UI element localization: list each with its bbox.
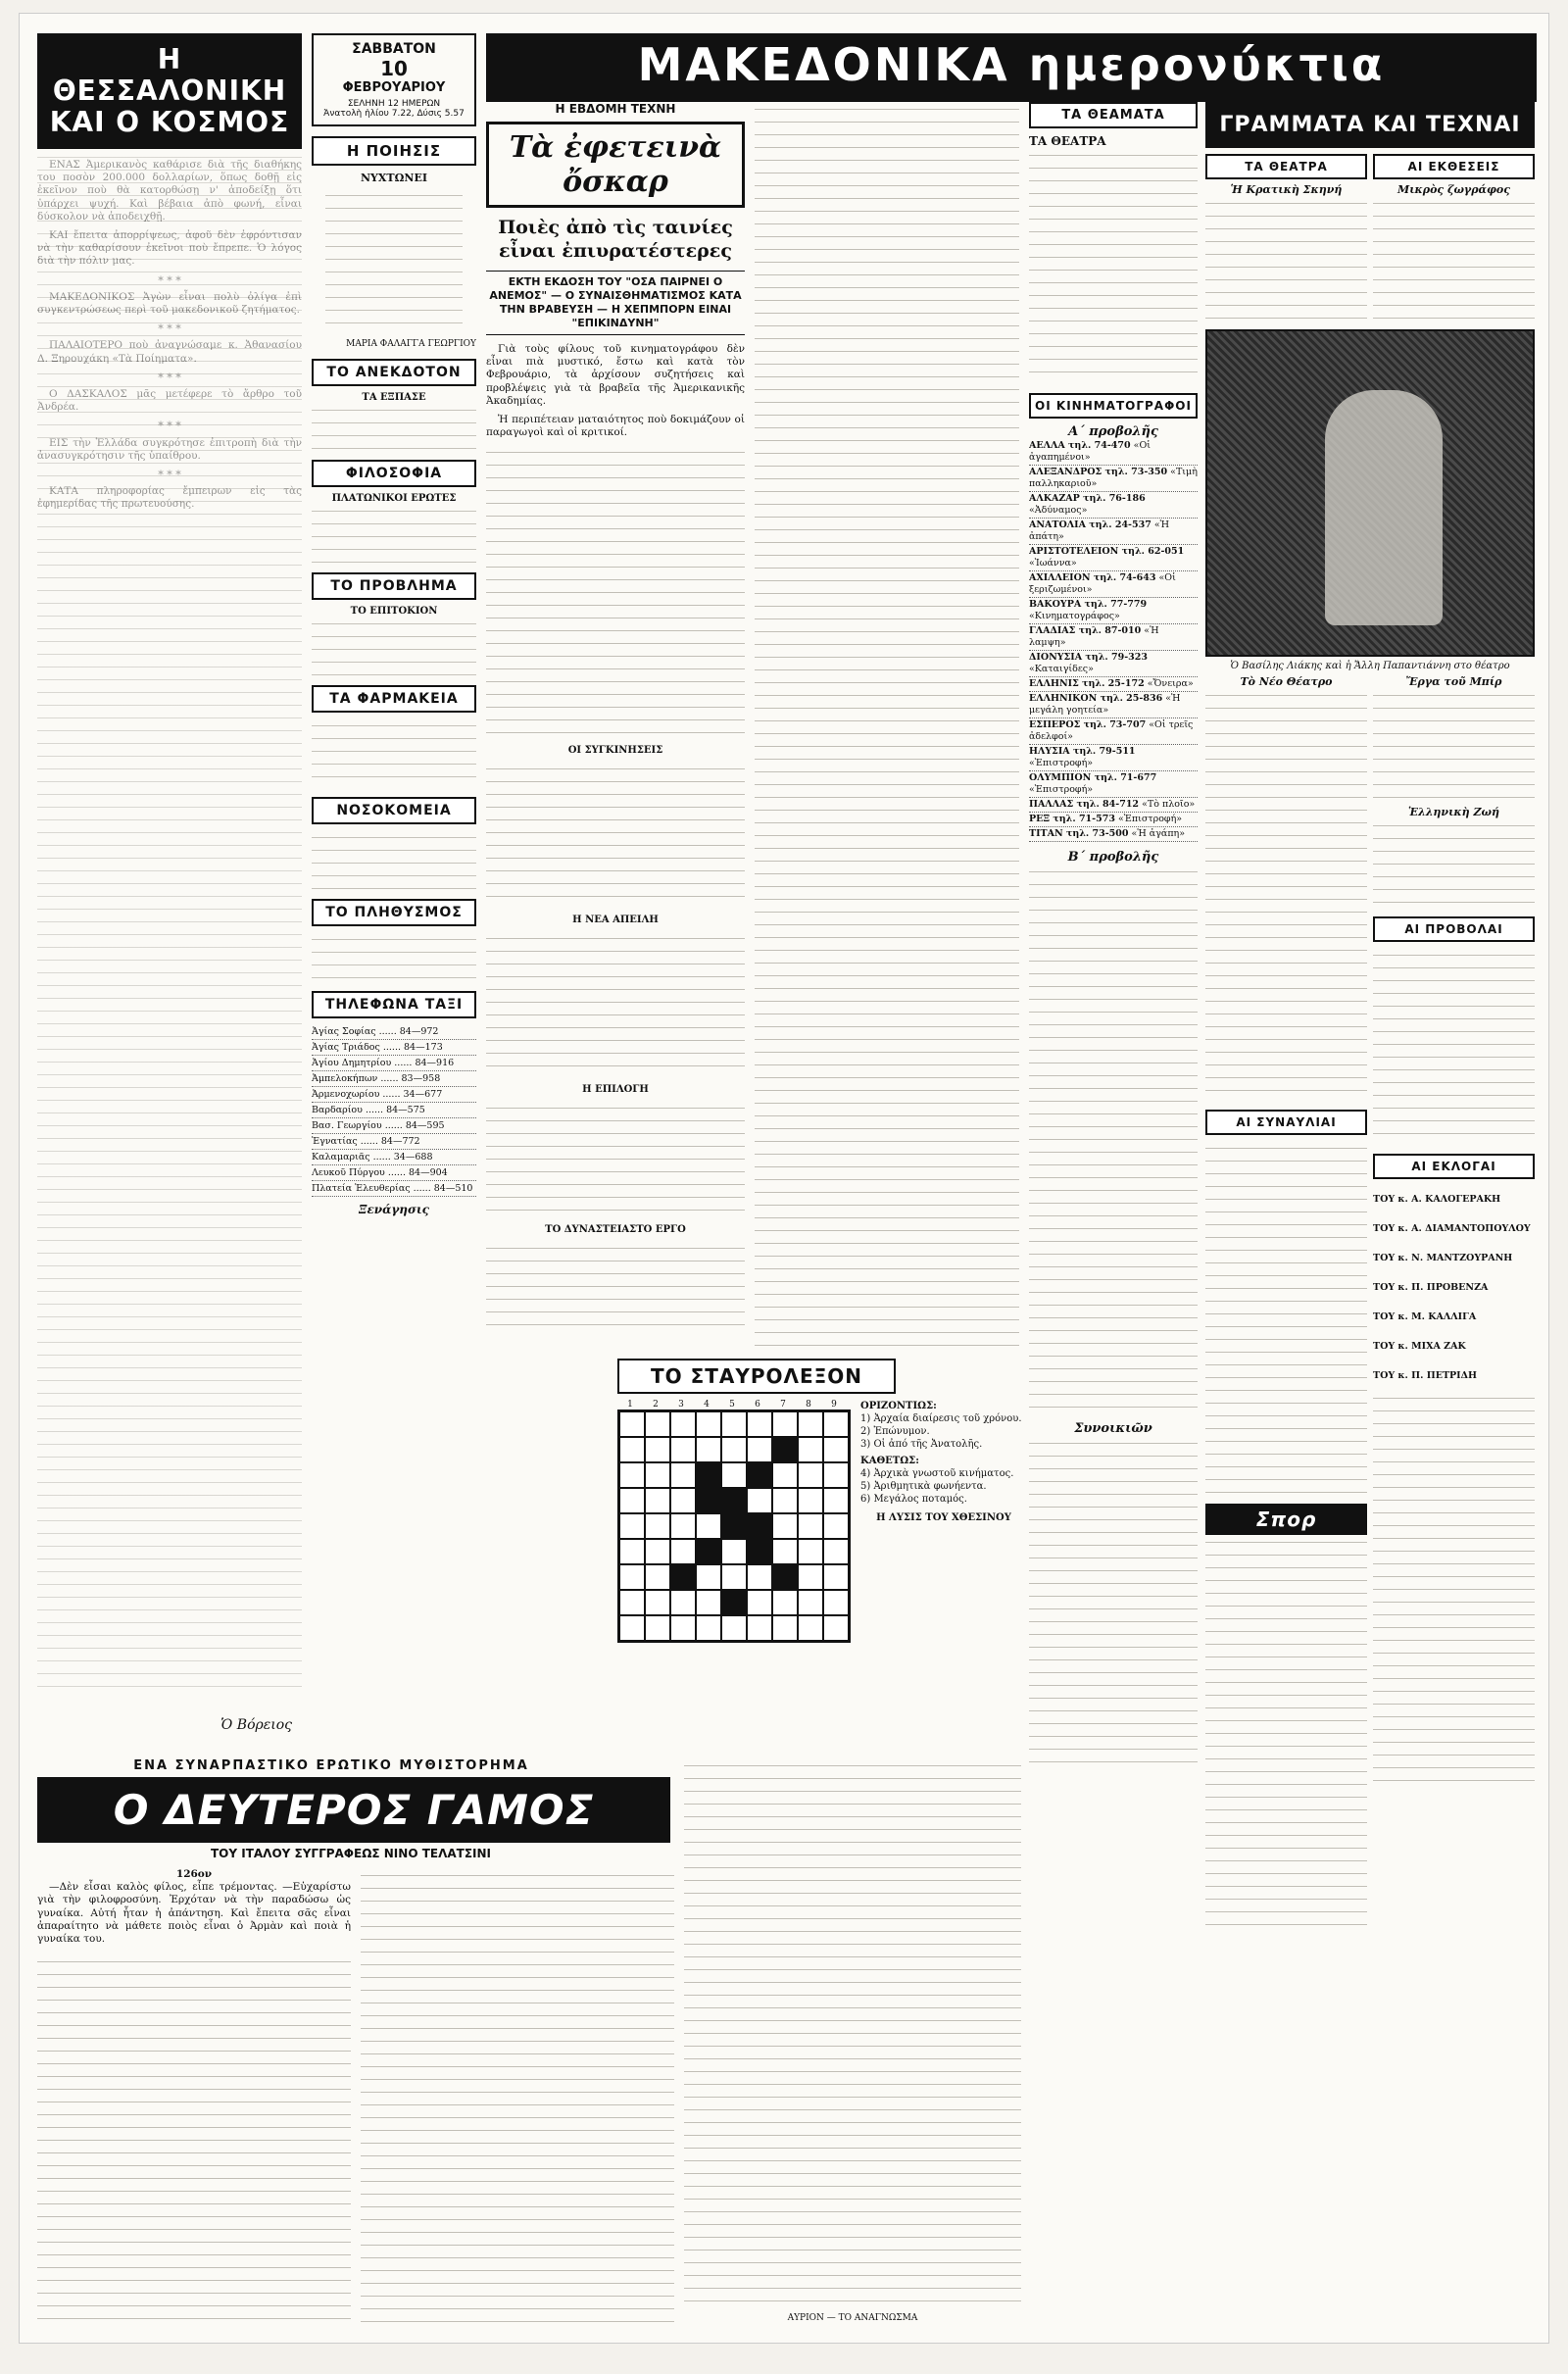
crossword-cell: [798, 1411, 823, 1437]
list-item: ΤΙΤΑΝ τηλ. 73-500 «Ἡ ἀγάπη»: [1029, 827, 1198, 842]
column-signature: Ὁ Βόρειος: [220, 1717, 292, 1733]
column-cinema-continued: [755, 102, 1019, 1347]
crossword-cell: [696, 1513, 721, 1539]
crossword-cell: [823, 1615, 849, 1641]
crossword-cell: [798, 1564, 823, 1590]
body-text-block: [1373, 688, 1535, 806]
crossword-block: [696, 1539, 721, 1564]
crossword-cell: [747, 1488, 772, 1513]
crossword-cell: [619, 1513, 645, 1539]
column-arts-letters: [1205, 102, 1535, 2327]
solution-title: Η ΛΥΣΙΣ ΤΟΥ ΧΘΕΣΙΝΟΥ: [876, 1512, 1011, 1523]
crossword-cell: [645, 1615, 670, 1641]
cinema-list: [1029, 439, 1198, 842]
meetings-header: ΑΙ ΣΥΝΑΥΛΙΑΙ: [1205, 1110, 1367, 1135]
crossword-cell: [798, 1437, 823, 1462]
list-item: Ἀρμενοχωρίου ...... 34—677: [312, 1087, 476, 1103]
crossword-cell: [696, 1411, 721, 1437]
body-text-block: [1205, 1535, 1367, 1927]
city-world-title: Η ΘΕΣΣΑΛΟΝΙΚΗ ΚΑΙ Ο ΚΟΣΜΟΣ: [37, 33, 302, 149]
taxi-list: [312, 1024, 476, 1197]
crossword-cell: [645, 1462, 670, 1488]
column-city-and-world: [37, 33, 302, 1749]
crossword-cell: [823, 1590, 849, 1615]
clue: 6) Μεγάλος ποταμός.: [860, 1494, 967, 1505]
list-item: ΒΑΚΟΥΡΑ τηλ. 77-779 «Κινηματογράφος»: [1029, 598, 1198, 624]
serial-text-col2: [361, 1868, 674, 2327]
crossword-cell: [772, 1488, 798, 1513]
list-item: ΤΟΥ κ. Ν. ΜΑΝΤΖΟΥΡΑΝΗ: [1373, 1253, 1513, 1263]
crossword-cell: [798, 1615, 823, 1641]
list-item: ΤΟΥ κ. Α. ΚΑΛΟΓΕΡΑΚΗ: [1373, 1194, 1501, 1205]
list-item: Πλατεία Ἐλευθερίας ...... 84—510: [312, 1181, 476, 1197]
body-text-block: [755, 102, 1019, 1347]
philosophy-text: [312, 504, 476, 563]
oscar-headline: Τὰ ἐφετεινὰ ὄσκαρ: [486, 122, 745, 208]
list-item: ΕΛΛΗΝΙΚΟΝ τηλ. 25-836 «Ἡ μεγάλη γοητεία»: [1029, 692, 1198, 718]
culture-header: Ξενάγησις: [359, 1203, 429, 1216]
problem-sub: ΤΟ ΕΠΙΤΟΚΙΟΝ: [350, 606, 438, 617]
crossword-cell: [619, 1437, 645, 1462]
theatres-title: ΤΑ ΘΕΑΤΡΑ: [1029, 134, 1106, 148]
sport-title: Σπορ: [1205, 1504, 1367, 1535]
crossword-cell: [747, 1590, 772, 1615]
crossword-cell: [747, 1615, 772, 1641]
philosophy-sub: ΠΛΑΤΩΝΙΚΟΙ ΕΡΩΤΕΣ: [331, 493, 457, 504]
crossword-cell: [721, 1462, 747, 1488]
crossword-cell: [645, 1488, 670, 1513]
hospitals-text: [312, 830, 476, 889]
body-text-block: [1373, 196, 1535, 323]
sun-info: Ἀνατολὴ ἡλίου 7.22, Δύσις 5.57: [323, 109, 465, 119]
clue: 3) Οἱ ἀπό τῆς Ἀνατολῆς.: [860, 1439, 983, 1450]
poem-text: [325, 188, 463, 335]
list-item: ΑΡΙΣΤΟΤΕΛΕΙΟΝ τηλ. 62-051 «Ἰωάννα»: [1029, 545, 1198, 571]
poem-author: ΜΑΡΙΑ ΦΑΛΑΓΓΑ ΓΕΩΡΓΙΟΥ: [346, 339, 476, 349]
suburbs-title: Συνοικιῶν: [1074, 1421, 1152, 1436]
crossword-cell: [619, 1590, 645, 1615]
crossword-block: [747, 1462, 772, 1488]
oscar-subhead: Ποιὲς ἀπὸ τὶς ταινίες εἶναι ἐπιυρατέστερες: [498, 217, 733, 262]
list-item: Ἀμπελοκήπων ...... 83—958: [312, 1071, 476, 1087]
crossword-cell: [721, 1539, 747, 1564]
body-text-block: [1205, 1141, 1367, 1504]
clue: 2) Ἐπώνυμον.: [860, 1426, 930, 1437]
crossword-cell: [772, 1615, 798, 1641]
crossword-cell: [747, 1564, 772, 1590]
body-text-block: [486, 445, 745, 739]
serial-novel-section: [37, 1758, 1021, 2333]
crossword-block: [696, 1462, 721, 1488]
crossword-block: [721, 1488, 747, 1513]
crossword-cell: [645, 1437, 670, 1462]
serial-text-intro: [37, 1868, 351, 1952]
crossword-cell: [670, 1513, 696, 1539]
paragraph: Ἡ περιπέτειαν ματαιότητος ποὺ δοκιμάζουν οἱ παραγωγοὶ καὶ οἱ κριτικοί.: [486, 414, 745, 439]
oscar-deck: ΕΚΤΗ ΕΚΔΟΣΗ ΤΟΥ "ΟΣΑ ΠΑΙΡΝΕΙ Ο ΑΝΕΜΟΣ" — Ο ΣΥΝΑΙΣΘΗΜΑΤΙΣΜΟΣ ΚΑΤΑ ΤΗΝ ΒΡΑΒΕΥΣΗ — Η ΧΕΠΜΠΟΡΝ ΕΙΝΑΙ "ΕΠΙΚΙΝΔΥΝΗ": [486, 271, 745, 335]
clue: 4) Ἀρχικὰ γνωστοῦ κινήματος.: [860, 1468, 1014, 1479]
crossword-cell: [670, 1539, 696, 1564]
problem-text: [312, 617, 476, 675]
crossword-cell: [645, 1564, 670, 1590]
crossword-cell: [696, 1437, 721, 1462]
list-item: Ἐγνατίας ...... 84—772: [312, 1134, 476, 1150]
crossword-block: [696, 1488, 721, 1513]
body-text-block: [1373, 818, 1535, 907]
crossword-cell: [645, 1539, 670, 1564]
arts-letters-title: ΓΡΑΜΜΑΤΑ ΚΑΙ ΤΕΧΝΑΙ: [1205, 102, 1535, 148]
cinemas-header: ΟΙ ΚΙΝΗΜΑΤΟΓΡΑΦΟΙ: [1029, 393, 1198, 419]
spectacles-header: ΤΑ ΘΕΑΜΑΤΑ: [1029, 102, 1198, 128]
list-item: ΔΙΟΝΥΣΙΑ τηλ. 79-323 «Καταιγίδες»: [1029, 651, 1198, 677]
crossword-block: [772, 1564, 798, 1590]
anecdote-text: [312, 403, 476, 450]
crossword-cell: [798, 1513, 823, 1539]
body-text-block: [486, 762, 745, 909]
masthead-title: ΜΑΚΕΔΟΝΙΚΑ ημερονύκτια: [486, 33, 1537, 102]
crossword-numbers: 1 2 3 4 5 6 7 8 9: [627, 1400, 837, 1410]
column-cinema-feature: [486, 102, 745, 1347]
crossword-cell: [670, 1615, 696, 1641]
crossword-block: [721, 1590, 747, 1615]
crossword-cell: [645, 1411, 670, 1437]
list-item: ΕΣΠΕΡΟΣ τηλ. 73-707 «Οἱ τρεῖς ἀδελφοί»: [1029, 718, 1198, 745]
list-item: Ἀγίας Σοφίας ...... 84—972: [312, 1024, 476, 1040]
body-text-block: [1373, 948, 1535, 1144]
crossword-cell: [670, 1590, 696, 1615]
crossword-block: [721, 1513, 747, 1539]
crossword-block: [747, 1513, 772, 1539]
crossword-cell: [645, 1590, 670, 1615]
section-label: Η ΕΒΔΟΜΗ ΤΕΧΝΗ: [555, 102, 676, 116]
crossword-cell: [670, 1411, 696, 1437]
list-item: Λευκοῦ Πύργου ...... 84—904: [312, 1165, 476, 1181]
list-item: Βασ. Γεωργίου ...... 84—595: [312, 1118, 476, 1134]
list-item: ΟΛΥΜΠΙΟΝ τηλ. 71-677 «Ἐπιστροφή»: [1029, 771, 1198, 798]
crossword-cell: [823, 1488, 849, 1513]
events-header: ΑΙ ΠΡΟΒΟΛΑΙ: [1373, 916, 1535, 942]
clue: 1) Ἀρχαία διαίρεσις τοῦ χρόνου.: [860, 1413, 1022, 1424]
crossword-cell: [721, 1437, 747, 1462]
anecdote-sub: ΤΑ ΕΞΠΑΣΕ: [362, 392, 426, 403]
suburbs-list: [1029, 1436, 1198, 1769]
photo-caption: Ὁ Βασίλης Λιάκης καὶ ἡ Ἄλλη Παπαντιάννη στο θέατρο: [1230, 661, 1510, 671]
list-item: ΑΝΑΤΟΛΙΑ τηλ. 24-537 «Ἡ ἀπάτη»: [1029, 519, 1198, 545]
lecture-list: [1373, 1185, 1535, 1391]
moon-info: ΣΕΛΗΝΗ 12 ΗΜΕΡΩΝ: [347, 99, 441, 109]
crossword-cell: [696, 1615, 721, 1641]
crossword-cell: [823, 1564, 849, 1590]
second-run-list: [1029, 865, 1198, 1413]
serial-title: Ο ΔΕΥΤΕΡΟΣ ΓΑΜΟΣ: [37, 1777, 670, 1843]
crossword-cell: [823, 1437, 849, 1462]
vertical-title: ΚΑΘΕΤΩΣ:: [860, 1456, 919, 1466]
theatre-tab: ΤΑ ΘΕΑΤΡΑ: [1205, 154, 1367, 179]
date-number: 10: [380, 57, 408, 80]
body-text-block: [1205, 196, 1367, 323]
crossword-section: [617, 1359, 1029, 1751]
list-item: Ἀγίου Δημητρίου ...... 84—916: [312, 1056, 476, 1071]
dense-text-texture: [37, 151, 302, 1690]
list-item: ΤΟΥ κ. Α. ΔΙΑΜΑΝΤΟΠΟΥΛΟΥ: [1373, 1223, 1531, 1234]
crossword-cell: [619, 1488, 645, 1513]
list-item: ΕΛΛΗΝΙΣ τηλ. 25-172 «Ὄνειρα»: [1029, 677, 1198, 692]
crossword-cell: [798, 1539, 823, 1564]
crossword-block: [747, 1539, 772, 1564]
pharmacies-text: [312, 718, 476, 787]
philosophy-header: ΦΙΛΟΣΟΦΙΑ: [312, 460, 476, 487]
list-item: ΤΟΥ κ. Μ. ΚΑΛΛΙΓΑ: [1373, 1311, 1477, 1322]
crossword-cell: [670, 1437, 696, 1462]
serial-byline: ΤΟΥ ΙΤΑΛΟΥ ΣΥΓΓΡΑΦΕΩΣ ΝΙΝΟ ΤΕΛΑΤΣΙΝΙ: [210, 1847, 492, 1860]
crossword-cell: [747, 1411, 772, 1437]
list-item: Ἀγίας Τριάδος ...... 84—173: [312, 1040, 476, 1056]
crossword-cell: [823, 1462, 849, 1488]
crossword-cell: [721, 1615, 747, 1641]
poetry-header: Η ΠΟΙΗΣΙΣ: [312, 136, 476, 166]
paragraph: Γιὰ τοὺς φίλους τοῦ κινηματογράφου δὲν εἶναι πιὰ μυστικό, ἔστω καὶ κατὰ τὸν Φεβρουάριο, τὰ ἀρχίσουν συζητήσεις καὶ προβλέψεις γιὰ τὰ βραβεῖα τῆς Ἀμερικανικῆς Ἀκαδημίας.: [486, 343, 745, 407]
lectures-header: ΑΙ ΕΚΛΟΓΑΙ: [1373, 1154, 1535, 1179]
serial-tagline: ΕΝΑ ΣΥΝΑΡΠΑΣΤΙΚΟ ΕΡΩΤΙΚΟ ΜΥΘΙΣΤΟΡΗΜΑ: [133, 1758, 529, 1773]
crossword-cell: [721, 1411, 747, 1437]
body-text-block: [486, 1241, 745, 1329]
date-box: [312, 33, 476, 126]
crossword-cell: [772, 1513, 798, 1539]
date-month: ΦΕΒΡΟΥΑΡΙΟΥ: [342, 80, 446, 95]
list-item: ΠΑΛΛΑΣ τηλ. 84-712 «Τὸ πλοῖο»: [1029, 798, 1198, 813]
list-item: ΓΛΑΔΙΑΣ τηλ. 87-010 «Ἡ λαμψη»: [1029, 624, 1198, 651]
clue: 5) Ἀριθμητικὰ φωνήεντα.: [860, 1481, 987, 1492]
crossword-cell: [772, 1411, 798, 1437]
crossword-cell: [619, 1462, 645, 1488]
crossword-grid: [617, 1410, 851, 1643]
actress-figure: [1325, 390, 1443, 625]
list-item: ΑΧΙΛΛΕΙΟΝ τηλ. 74-643 «Οἱ ξεριζωμένοι»: [1029, 571, 1198, 598]
crossword-cell: [798, 1462, 823, 1488]
body-text-block: [486, 931, 745, 1078]
item-title: Ἑλληνικὴ Ζωή: [1408, 806, 1499, 818]
list-item: ΑΛΚΑΖΑΡ τηλ. 76-186 «Ἀδύναμος»: [1029, 492, 1198, 519]
crossword-cell: [823, 1539, 849, 1564]
population-text: [312, 932, 476, 981]
crossword-clues: [860, 1400, 1027, 1643]
list-item: Καλαμαριᾶς ...... 34—688: [312, 1150, 476, 1165]
body-text-block: [1205, 688, 1367, 1100]
list-item: ΤΟΥ κ. Π. ΠΡΟΒΕΝΖΑ: [1373, 1282, 1489, 1293]
second-run-title: Β΄ προβολῆς: [1067, 850, 1159, 865]
list-item: ΑΕΛΛΑ τηλ. 74-470 «Οἱ ἀγαπημένοι»: [1029, 439, 1198, 466]
serial-text-col1: [37, 1954, 351, 2327]
item-title: Τὸ Νέο Θέατρο: [1240, 675, 1333, 688]
list-item: ΗΛΥΣΙΑ τηλ. 79-511 «Ἐπιστροφή»: [1029, 745, 1198, 771]
taxi-header: ΤΗΛΕΦΩΝΑ ΤΑΞΙ: [312, 991, 476, 1018]
column-spectacles: [1029, 102, 1198, 2082]
item-title: Ἔργα τοῦ Μπίρ: [1405, 675, 1502, 688]
crossword-cell: [721, 1564, 747, 1590]
date-day: ΣΑΒΒΑΤΟΝ: [352, 41, 436, 57]
problem-header: ΤΟ ΠΡΟΒΛΗΜΑ: [312, 572, 476, 600]
subhead-threat: Η ΝΕΑ ΑΠΕΙΛΗ: [572, 915, 659, 926]
subhead-emotion: ΟΙ ΣΥΓΚΙΝΗΣΕΙΣ: [567, 745, 663, 757]
body-text-block: [1373, 1391, 1535, 1783]
poem-title: ΝΥΧΤΩΝΕΙ: [360, 172, 427, 184]
list-item: ΡΕΞ τηλ. 71-573 «Ἐπιστροφή»: [1029, 813, 1198, 827]
theatre-photo: [1205, 329, 1535, 657]
list-item: ΤΟΥ κ. Π. ΠΕΤΡΙΔΗ: [1373, 1370, 1477, 1381]
body-text-block: [486, 1101, 745, 1218]
exhibit-tab: ΑΙ ΕΚΘΕΣΕΙΣ: [1373, 154, 1535, 179]
subhead-work: ΤΟ ΔΥΝΑΣΤΕΙΑΣΤΟ ΕΡΓΟ: [545, 1224, 686, 1236]
crossword-cell: [619, 1539, 645, 1564]
crossword-cell: [772, 1539, 798, 1564]
hospitals-header: ΝΟΣΟΚΟΜΕΙΑ: [312, 797, 476, 824]
crossword-block: [670, 1564, 696, 1590]
list-item: Βαρδαρίου ...... 84—575: [312, 1103, 476, 1118]
crossword-cell: [645, 1513, 670, 1539]
column-daily-info: [312, 33, 476, 1749]
crossword-cell: [696, 1590, 721, 1615]
oscar-body: [486, 343, 745, 439]
item-title: Ἡ Κρατικὴ Σκηνή: [1230, 183, 1343, 196]
serial-text-col3: [684, 1758, 1021, 2307]
crossword-cell: [670, 1488, 696, 1513]
pharmacies-header: ΤΑ ΦΑΡΜΑΚΕΙΑ: [312, 685, 476, 713]
crossword-cell: [823, 1513, 849, 1539]
newspaper-page: [20, 14, 1548, 2343]
crossword-cell: [619, 1564, 645, 1590]
subhead-choice: Η ΕΠΙΛΟΓΗ: [582, 1084, 649, 1096]
crossword-title: ΤΟ ΣΤΑΥΡΟΛΕΞΟΝ: [617, 1359, 896, 1394]
crossword-cell: [747, 1437, 772, 1462]
item-title: Μικρὸς ζωγράφος: [1397, 183, 1510, 196]
list-item: ΑΛΕΞΑΝΔΡΟΣ τηλ. 73-350 «Τιμὴ παλληκαριοῦ»: [1029, 466, 1198, 492]
crossword-cell: [619, 1411, 645, 1437]
paragraph: —Δὲν εἶσαι καλὸς φίλος, εἶπε τρέμοντας. —Εὐχαρίστω γιὰ τὴν φιλοφροσύνη. Ἐρχόταν νὰ τὴν παραδώσω ὡς γυναίκα. Αὐτή ἦταν ἡ ἀπάντηση. Καὶ ἔπειτα σᾶς εἶναι ἀπαραίτητο νὰ μάθετε ποιὸς εἶναι ὁ Ἀρμὰν καὶ ποιὰ ἡ γυναίκα του.: [37, 1881, 351, 1946]
population-header: ΤΟ ΠΛΗΘΥΣΜΟΣ: [312, 899, 476, 926]
serial-installment: 126ον: [175, 1868, 213, 1880]
crossword-cell: [798, 1590, 823, 1615]
list-item: ΤΟΥ κ. ΜΙΧΑ ΖΑΚ: [1373, 1341, 1466, 1352]
anecdote-header: ΤΟ ΑΝΕΚΔΟΤΟΝ: [312, 359, 476, 386]
first-run-title: Α΄ προβολῆς: [1068, 424, 1158, 439]
crossword-block: [772, 1437, 798, 1462]
crossword-cell: [619, 1615, 645, 1641]
serial-footer: ΑΥΡΙΟΝ — ΤΟ ΑΝΑΓΝΩΣΜΑ: [787, 2313, 918, 2323]
theatres-list: [1029, 148, 1198, 383]
crossword-cell: [696, 1564, 721, 1590]
crossword-cell: [670, 1462, 696, 1488]
crossword-cell: [823, 1411, 849, 1437]
crossword-cell: [772, 1590, 798, 1615]
horizontal-title: ΟΡΙΖΟΝΤΙΩΣ:: [860, 1401, 937, 1411]
crossword-cell: [772, 1462, 798, 1488]
crossword-cell: [798, 1488, 823, 1513]
